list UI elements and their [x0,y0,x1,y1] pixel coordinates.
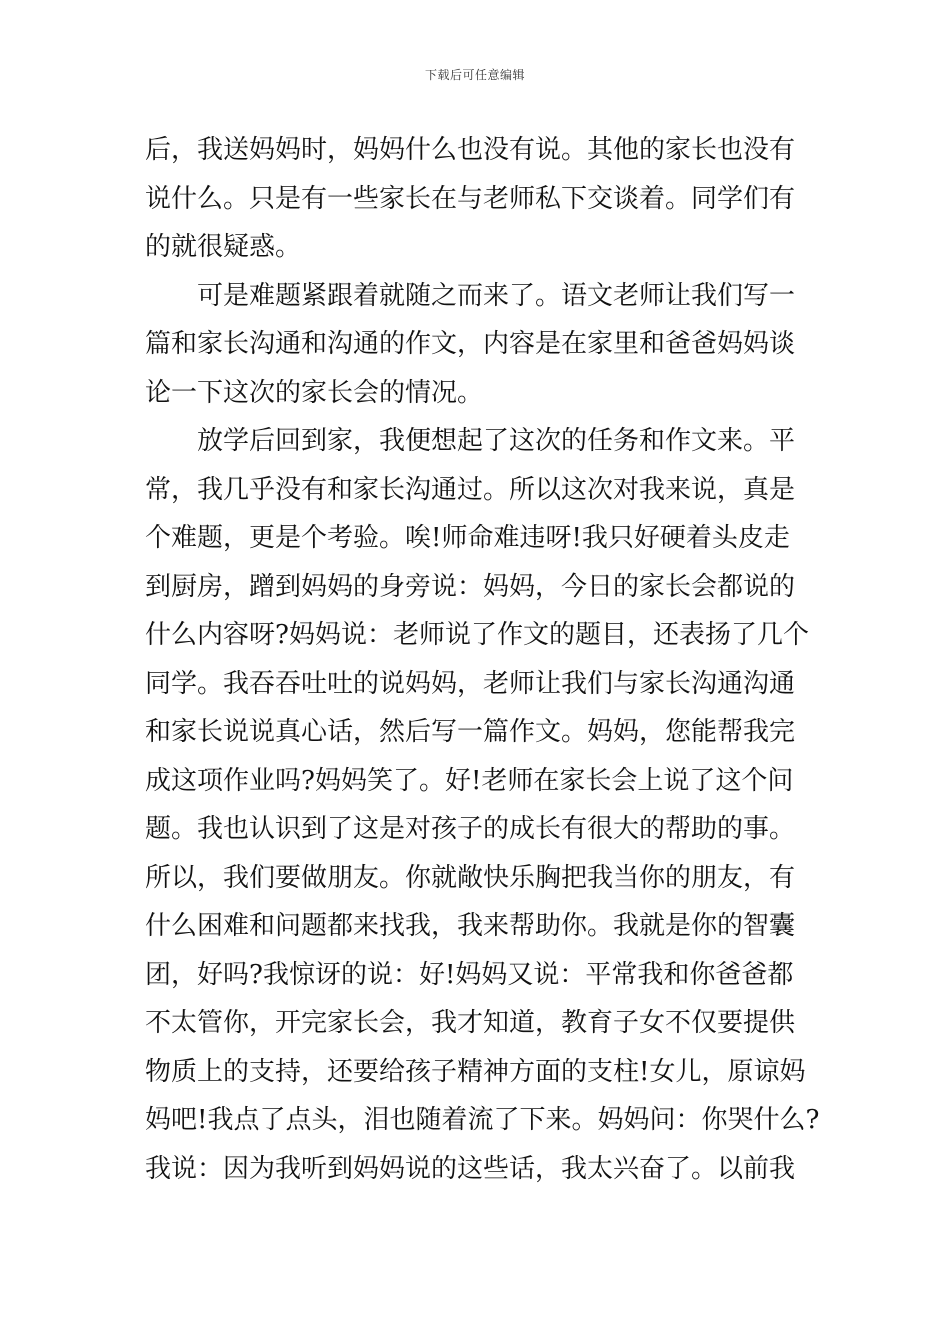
text-line: 所以，我们要做朋友。你就敞快乐胸把我当你的朋友，有 [145,862,796,893]
text-line: 团，好吗?我惊讶的说：好!妈妈又说：平常我和你爸爸都 [145,959,794,990]
text-line: 可是难题紧跟着就随之而来了。语文老师让我们写一 [197,280,796,311]
text-line: 个难题，更是个考验。唉!师命难违呀!我只好硬着头皮走 [145,523,790,553]
document-body [145,126,820,1193]
text-line: 篇和家长沟通和沟通的作文，内容是在家里和爸爸妈妈谈 [145,329,796,359]
text-line: 题。我也认识到了这是对孩子的成长有很大的帮助的事。 [145,814,796,844]
text-line: 成这项作业吗?妈妈笑了。好!老师在家长会上说了这个问 [145,765,794,796]
text-line: 常，我几乎没有和家长沟通过。所以这次对我来说，真是 [145,474,796,505]
text-line: 到厨房，蹭到妈妈的身旁说：妈妈，今日的家长会都说的 [145,571,796,602]
text-line: 放学后回到家，我便想起了这次的任务和作文来。平 [197,426,796,456]
text-line: 论一下这次的家长会的情况。 [145,377,484,408]
text-line: 妈吧!我点了点头，泪也随着流了下来。妈妈问：你哭什么? [145,1105,820,1135]
text-line: 我说：因为我听到妈妈说的这些话，我太兴奋了。以前我 [145,1153,796,1184]
text-line: 什么困难和问题都来找我，我来帮助你。我就是你的智囊 [145,911,796,941]
text-line: 物质上的支持，还要给孩子精神方面的支柱!女儿，原谅妈 [145,1056,806,1087]
text-line: 和家长说说真心话，然后写一篇作文。妈妈，您能帮我完 [145,717,796,747]
text-line: 的就很疑惑。 [145,232,302,262]
text-line: 什么内容呀?妈妈说：老师说了作文的题目，还表扬了几个 [145,620,809,650]
text-line: 同学。我吞吞吐吐的说妈妈，老师让我们与家长沟通沟通 [145,668,796,699]
text-line: 后，我送妈妈时，妈妈什么也没有说。其他的家长也没有 [145,135,796,165]
page-header: 下载后可任意编辑 [424,68,525,82]
text-line: 说什么。只是有一些家长在与老师私下交谈着。同学们有 [145,183,796,214]
text-line: 不太管你，开完家长会，我才知道，教育子女不仅要提供 [145,1008,796,1038]
